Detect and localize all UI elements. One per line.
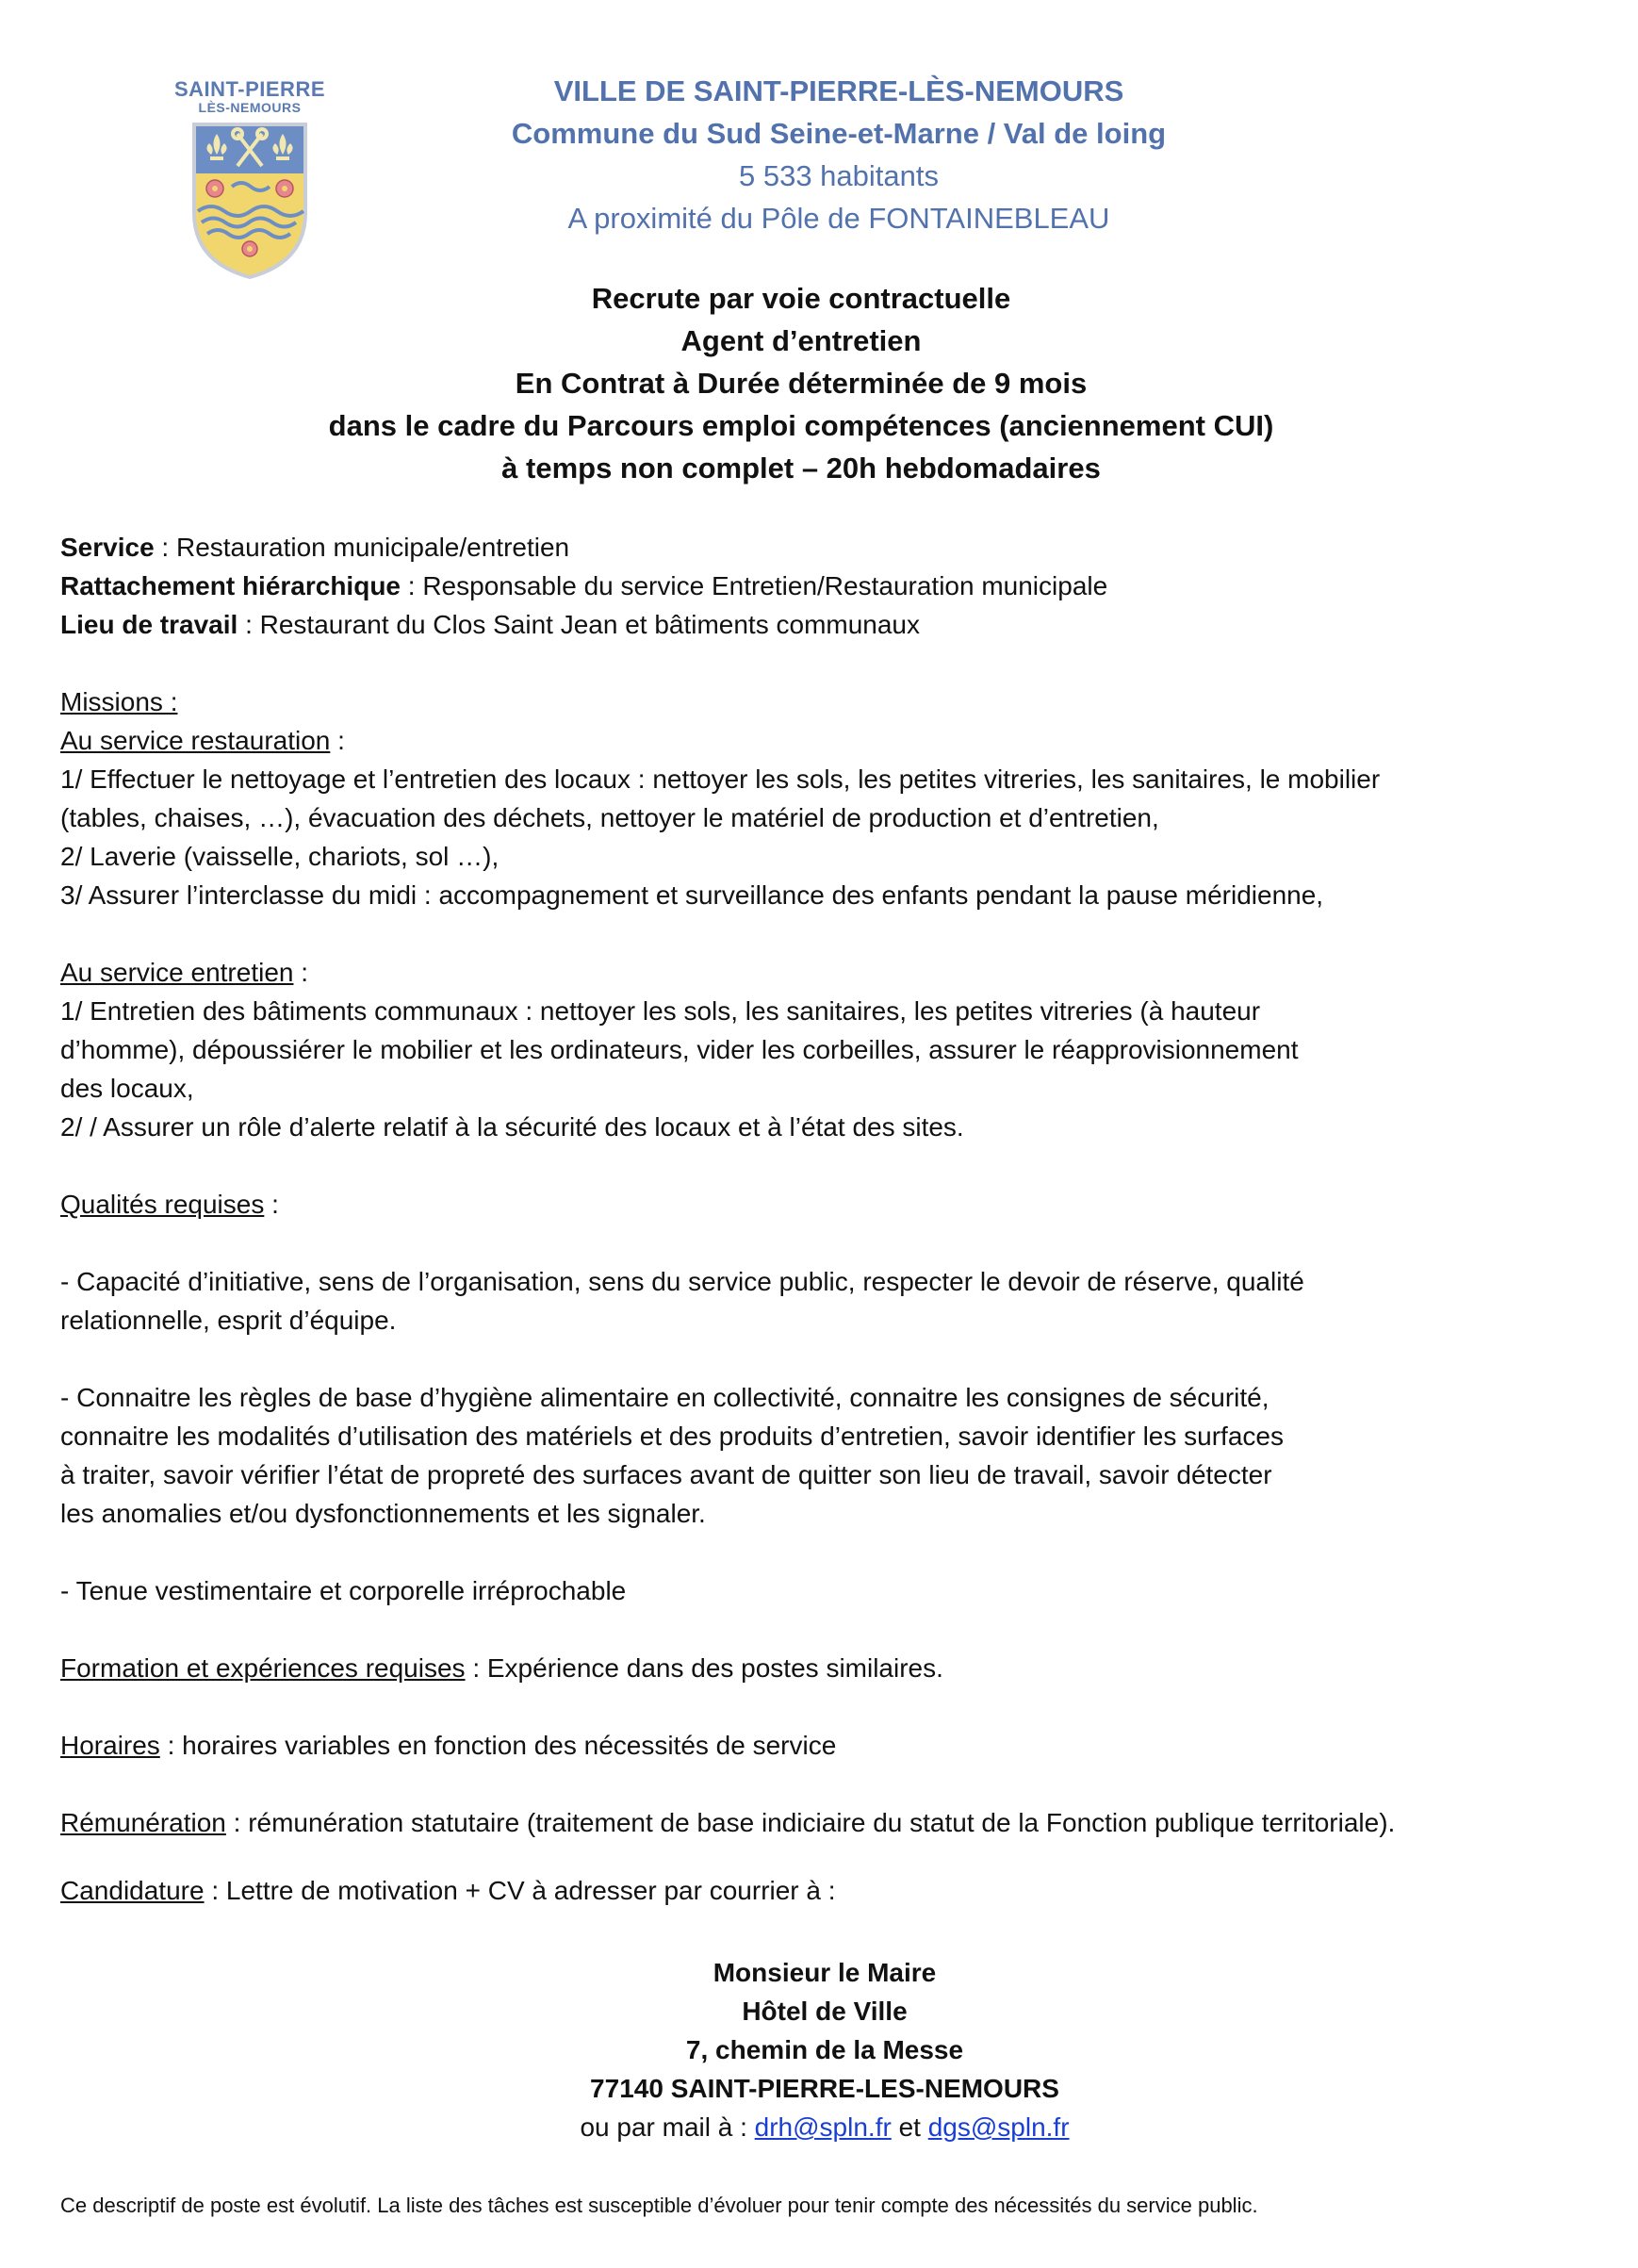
candidature-line bbox=[60, 1871, 1597, 1910]
entretien-heading-line bbox=[60, 953, 1597, 992]
logo-name-line2: LÈS-NEMOURS bbox=[198, 100, 302, 115]
missions-section bbox=[60, 682, 1597, 914]
address-line-3: 7, chemin de la Messe bbox=[685, 2035, 964, 2064]
town-name: VILLE DE SAINT-PIERRE-LÈS-NEMOURS bbox=[553, 74, 1124, 107]
title-line-1: Recrute par voie contractuelle bbox=[591, 282, 1011, 315]
address-line-4: 77140 SAINT-PIERRE-LES-NEMOURS bbox=[590, 2074, 1059, 2103]
mail-line bbox=[283, 2108, 1367, 2146]
address-line-2: Hôtel de Ville bbox=[742, 1997, 908, 2026]
candidature-value: : Lettre de motivation + CV à adresser par courrier à : bbox=[204, 1876, 836, 1905]
candidature-label: Candidature bbox=[60, 1876, 205, 1905]
restauration-item: 2/ Laverie (vaisselle, chariots, sol …), bbox=[60, 842, 500, 871]
qualites-line: à traiter, savoir vérifier l’état de propreté des surfaces avant de quitter son lieu de travail, savoir détecter bbox=[60, 1460, 1272, 1489]
address-line-1: Monsieur le Maire bbox=[713, 1958, 937, 1987]
horaires-label: Horaires bbox=[60, 1731, 160, 1760]
qualites-heading-suffix: : bbox=[264, 1190, 279, 1219]
town-header bbox=[377, 70, 1301, 239]
qualites-para-3 bbox=[60, 1571, 1597, 1610]
email-link-drh[interactable]: drh@spln.fr bbox=[754, 2112, 892, 2142]
qualites-line: - Connaitre les règles de base d’hygiène alimentaire en collectivité, connaitre les consignes de sécurité, bbox=[60, 1383, 1269, 1412]
qualites-para-1 bbox=[60, 1262, 1597, 1339]
entretien-section bbox=[60, 953, 1597, 1146]
remuneration-label: Rémunération bbox=[60, 1808, 226, 1837]
town-logo bbox=[170, 66, 330, 283]
mail-prefix: ou par mail à : bbox=[580, 2112, 755, 2142]
horaires-line bbox=[60, 1726, 1597, 1765]
entretien-item: des locaux, bbox=[60, 1074, 194, 1103]
mail-join: et bbox=[891, 2112, 928, 2142]
qualites-line: les anomalies et/ou dysfonctionnements et les signaler. bbox=[60, 1499, 706, 1528]
restauration-item: 1/ Effectuer le nettoyage et l’entretien des locaux : nettoyer les sols, les petites vitreries, les sanitaires, le mobilier bbox=[60, 764, 1381, 794]
entretien-item: d’homme), dépoussiérer le mobilier et les ordinateurs, vider les corbeilles, assurer le réapprovisionnement bbox=[60, 1035, 1299, 1064]
entretien-item: 1/ Entretien des bâtiments communaux : nettoyer les sols, les sanitaires, les petites vitreries (à hauteur bbox=[60, 996, 1261, 1026]
formation-line bbox=[60, 1649, 1597, 1687]
horaires-value: : horaires variables en fonction des nécessités de service bbox=[159, 1731, 837, 1760]
footer-note: Ce descriptif de poste est évolutif. La liste des tâches est susceptible d’évoluer pour tenir compte des nécessités du service public. bbox=[60, 2194, 1258, 2217]
entretien-heading: Au service entretien bbox=[60, 958, 294, 987]
title-line-5: à temps non complet – 20h hebdomadaires bbox=[501, 452, 1101, 485]
formation-label: Formation et expériences requises bbox=[60, 1653, 466, 1683]
qualites-line: - Tenue vestimentaire et corporelle irréprochable bbox=[60, 1576, 627, 1605]
info-rattachement bbox=[60, 567, 1597, 605]
service-label: Service bbox=[60, 533, 155, 562]
email-link-dgs[interactable]: dgs@spln.fr bbox=[927, 2112, 1070, 2142]
qualites-heading-line bbox=[60, 1185, 1597, 1224]
town-population: 5 533 habitants bbox=[738, 159, 939, 192]
logo-name-line1: SAINT-PIERRE bbox=[173, 77, 326, 101]
restauration-heading-line bbox=[60, 721, 1597, 760]
lieu-value: : Restaurant du Clos Saint Jean et bâtiments communaux bbox=[238, 610, 921, 639]
restauration-heading-suffix: : bbox=[330, 726, 345, 755]
job-title-block bbox=[188, 277, 1414, 489]
entretien-item: 2/ / Assurer un rôle d’alerte relatif à la sécurité des locaux et à l’état des sites. bbox=[60, 1112, 964, 1142]
rattachement-value: : Responsable du service Entretien/Restauration municipale bbox=[401, 571, 1108, 600]
title-line-4: dans le cadre du Parcours emploi compétences (anciennement CUI) bbox=[328, 409, 1274, 442]
missions-heading: Missions : bbox=[60, 687, 178, 716]
restauration-item: 3/ Assurer l’interclasse du midi : accompagnement et surveillance des enfants pendant la pause méridienne, bbox=[60, 880, 1324, 910]
info-service bbox=[60, 528, 1597, 567]
qualites-line: relationnelle, esprit d’équipe. bbox=[60, 1306, 397, 1335]
mailing-address bbox=[283, 1953, 1367, 2146]
qualites-line: connaitre les modalités d’utilisation des matériels et des produits d’entretien, savoir identifier les surfaces bbox=[60, 1422, 1284, 1451]
title-line-3: En Contrat à Durée déterminée de 9 mois bbox=[515, 367, 1088, 400]
coat-of-arms-icon bbox=[190, 121, 309, 281]
qualites-line: - Capacité d’initiative, sens de l’organisation, sens du service public, respecter le devoir de réserve, qualité bbox=[60, 1267, 1304, 1296]
remuneration-value: : rémunération statutaire (traitement de base indiciaire du statut de la Fonction publique territoriale). bbox=[225, 1808, 1396, 1837]
town-proximity: A proximité du Pôle de FONTAINEBLEAU bbox=[567, 202, 1110, 235]
job-info bbox=[60, 528, 1597, 644]
restauration-item: (tables, chaises, …), évacuation des déchets, nettoyer le matériel de production et d’entretien, bbox=[60, 803, 1159, 832]
rattachement-label: Rattachement hiérarchique bbox=[60, 571, 401, 600]
restauration-heading: Au service restauration bbox=[60, 726, 331, 755]
title-line-2: Agent d’entretien bbox=[680, 324, 922, 357]
service-value: : Restauration municipale/entretien bbox=[154, 533, 570, 562]
info-lieu bbox=[60, 605, 1597, 644]
remuneration-line bbox=[60, 1803, 1597, 1842]
lieu-label: Lieu de travail bbox=[60, 610, 238, 639]
entretien-heading-suffix: : bbox=[293, 958, 309, 987]
formation-value: : Expérience dans des postes similaires. bbox=[465, 1653, 943, 1683]
qualites-para-2 bbox=[60, 1378, 1597, 1533]
qualites-heading: Qualités requises bbox=[60, 1190, 265, 1219]
town-region: Commune du Sud Seine-et-Marne / Val de loing bbox=[511, 117, 1167, 150]
